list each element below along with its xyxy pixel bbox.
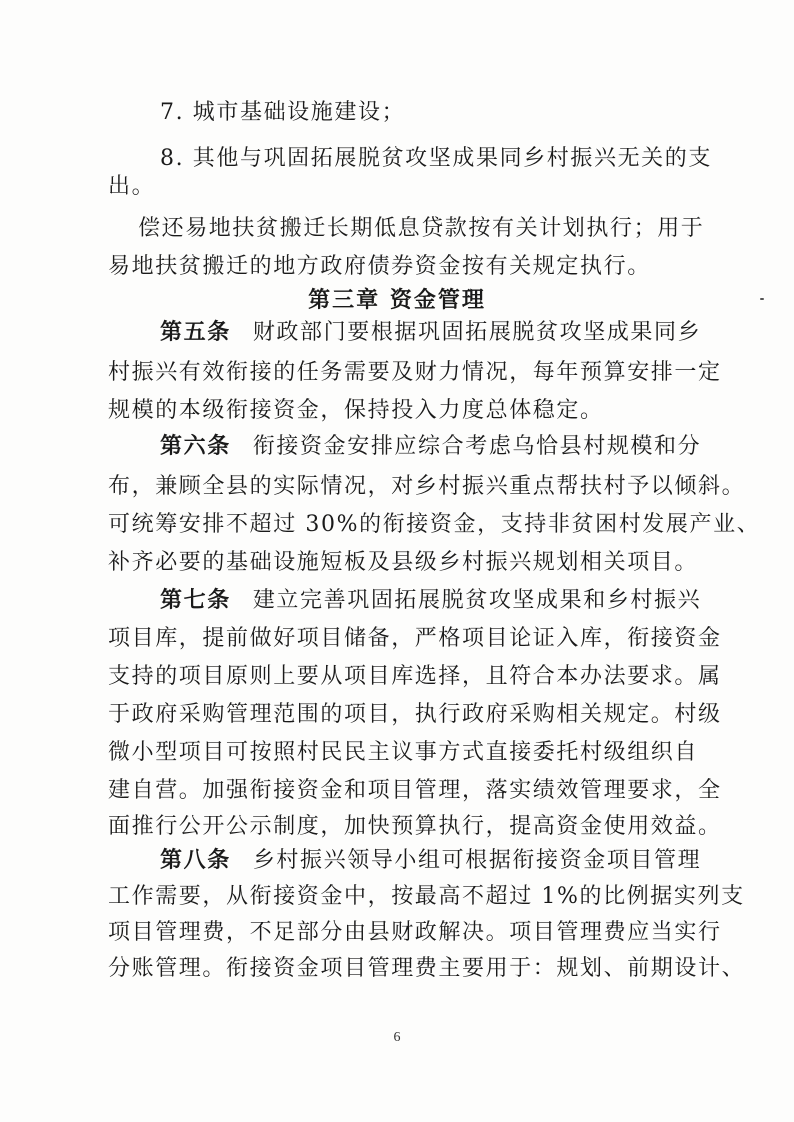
article-5-label: 第五条 bbox=[160, 320, 231, 345]
article-5-text-1: 财政部门要根据巩固拓展脱贫攻坚成果同乡 bbox=[252, 320, 702, 345]
article-7-line-6: 建自营。加强衔接资金和项目管理，落实绩效管理要求，全 bbox=[108, 778, 722, 803]
item-8-line-2: 出。 bbox=[108, 174, 156, 199]
repay-line-2: 易地扶贫搬迁的地方政府债券资金按有关规定执行。 bbox=[108, 254, 651, 279]
article-7-line-4: 于政府采购管理范围的项目，执行政府采购相关规定。村级 bbox=[108, 702, 722, 727]
article-6-line-3: 可统筹安排不超过 30%的衔接资金，支持非贫困村发展产业、 bbox=[108, 512, 761, 537]
article-6-line-2: 布，兼顾全县的实际情况，对乡村振兴重点帮扶村予以倾斜。 bbox=[108, 474, 746, 499]
article-7-text-1: 建立完善巩固拓展脱贫攻坚成果和乡村振兴 bbox=[252, 588, 702, 613]
article-7-line-3: 支持的项目原则上要从项目库选择，且符合本办法要求。属 bbox=[108, 664, 722, 689]
article-6-text-1: 衔接资金安排应综合考虑乌恰县村规模和分 bbox=[252, 434, 702, 459]
article-8-text-1: 乡村振兴领导小组可根据衔接资金项目管理 bbox=[252, 848, 702, 873]
article-6-line-1 bbox=[160, 432, 702, 462]
article-5-line-2: 村振兴有效衔接的任务需要及财力情况，每年预算安排一定 bbox=[108, 360, 722, 385]
article-7-line-1 bbox=[160, 586, 702, 616]
article-8-label: 第八条 bbox=[160, 848, 231, 873]
item-8-line-1: 8. 其他与巩固拓展脱贫攻坚成果同乡村振兴无关的支 bbox=[160, 146, 712, 171]
article-8-line-2: 工作需要，从衔接资金中，按最高不超过 1%的比例据实列支 bbox=[108, 884, 745, 909]
article-8-line-1 bbox=[160, 846, 702, 876]
article-8-line-4: 分账管理。衔接资金项目管理费主要用于：规划、前期设计、 bbox=[108, 956, 746, 981]
article-6-label: 第六条 bbox=[160, 434, 231, 459]
article-5-line-1 bbox=[160, 318, 702, 348]
chapter-title: 第三章 资金管理 bbox=[308, 288, 486, 313]
article-7-line-2: 项目库，提前做好项目储备，严格项目论证入库，衔接资金 bbox=[108, 626, 722, 651]
article-7-line-5: 微小型项目可按照村民民主议事方式直接委托村级组织自 bbox=[108, 740, 699, 765]
item-7: 7. 城市基础设施建设； bbox=[160, 100, 406, 125]
article-7-line-7: 面推行公开公示制度，加快预算执行，提高资金使用效益。 bbox=[108, 814, 722, 839]
scan-speck bbox=[760, 298, 764, 300]
repay-line-1: 偿还易地扶贫搬迁长期低息贷款按有关计划执行；用于 bbox=[138, 216, 705, 241]
article-5-line-3: 规模的本级衔接资金，保持投入力度总体稳定。 bbox=[108, 398, 604, 423]
page-number: 6 bbox=[393, 1030, 401, 1045]
article-7-label: 第七条 bbox=[160, 588, 231, 613]
article-6-line-4: 补齐必要的基础设施短板及县级乡村振兴规划相关项目。 bbox=[108, 550, 699, 575]
article-8-line-3: 项目管理费，不足部分由县财政解决。项目管理费应当实行 bbox=[108, 920, 722, 945]
